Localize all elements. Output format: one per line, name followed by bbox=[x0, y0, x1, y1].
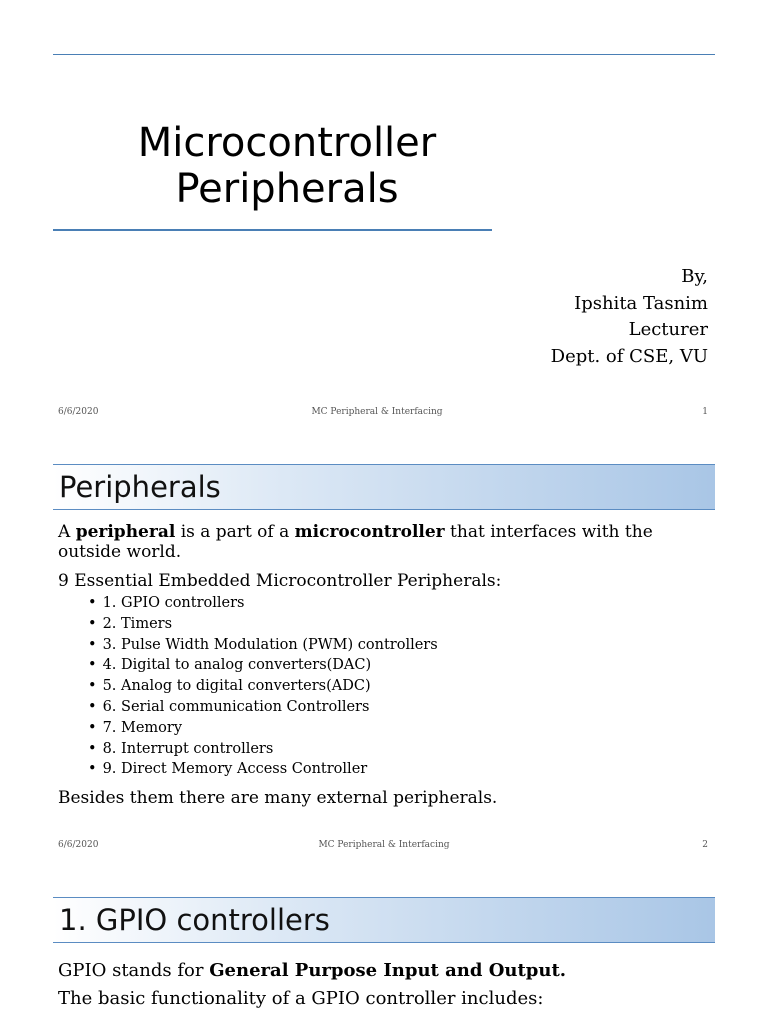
author-line-4: Dept. of CSE, VU bbox=[550, 345, 708, 367]
footer-date: 6/6/2020 bbox=[58, 407, 99, 417]
slide-1 bbox=[0, 0, 768, 432]
footer-page-number: 2 bbox=[702, 840, 708, 850]
peripheral-list bbox=[88, 593, 438, 780]
gpio-text: GPIO stands for bbox=[58, 960, 210, 981]
heading-bar bbox=[53, 897, 715, 943]
intro-text-2: is a part of a bbox=[175, 522, 295, 542]
list-title: 9 Essential Embedded Microcontroller Peripherals: bbox=[58, 571, 502, 591]
author-line-2: Ipshita Tasnim bbox=[574, 292, 708, 314]
slide-title bbox=[58, 120, 516, 212]
list-item: • 3. Pulse Width Modulation (PWM) controllers bbox=[88, 635, 438, 656]
title-line-2: Peripherals bbox=[175, 166, 399, 212]
footer-center-text: MC Peripheral & Interfacing bbox=[311, 407, 443, 417]
title-line-1: Microcontroller bbox=[137, 120, 437, 166]
author-block bbox=[551, 264, 708, 370]
list-item: • 1. GPIO controllers bbox=[88, 593, 438, 614]
gpio-definition bbox=[58, 960, 708, 982]
intro-bold-microcontroller: microcontroller bbox=[294, 522, 445, 542]
slide-2 bbox=[0, 432, 768, 864]
gpio-bold-text: General Purpose Input and Output. bbox=[209, 960, 567, 981]
list-item: • 2. Timers bbox=[88, 614, 438, 635]
list-item: • 9. Direct Memory Access Controller bbox=[88, 759, 438, 780]
gpio-functionality: The basic functionality of a GPIO controller includes: bbox=[58, 988, 544, 1009]
list-item: • 5. Analog to digital converters(ADC) bbox=[88, 676, 438, 697]
author-line-3: Lecturer bbox=[628, 319, 708, 340]
footer-center-text: MC Peripheral & Interfacing bbox=[318, 840, 450, 850]
closing-text: Besides them there are many external peripherals. bbox=[58, 788, 498, 808]
intro-text-1: A bbox=[58, 522, 76, 542]
slide-heading: Peripherals bbox=[59, 470, 221, 504]
list-item: • 7. Memory bbox=[88, 718, 438, 739]
author-line-1: By, bbox=[681, 266, 708, 287]
list-item: • 6. Serial communication Controllers bbox=[88, 697, 438, 718]
top-rule bbox=[53, 54, 715, 55]
list-item: • 8. Interrupt controllers bbox=[88, 739, 438, 760]
intro-text-3: that interfaces with the outside world. bbox=[58, 522, 653, 562]
footer-date: 6/6/2020 bbox=[58, 840, 99, 850]
slide-3 bbox=[0, 864, 768, 1024]
footer-page-number: 1 bbox=[702, 407, 708, 417]
intro-bold-peripheral: peripheral bbox=[75, 522, 176, 542]
slide-heading: 1. GPIO controllers bbox=[59, 903, 330, 937]
intro-paragraph bbox=[58, 522, 708, 562]
title-underline bbox=[53, 229, 492, 231]
list-item: • 4. Digital to analog converters(DAC) bbox=[88, 655, 438, 676]
heading-bar bbox=[53, 464, 715, 510]
